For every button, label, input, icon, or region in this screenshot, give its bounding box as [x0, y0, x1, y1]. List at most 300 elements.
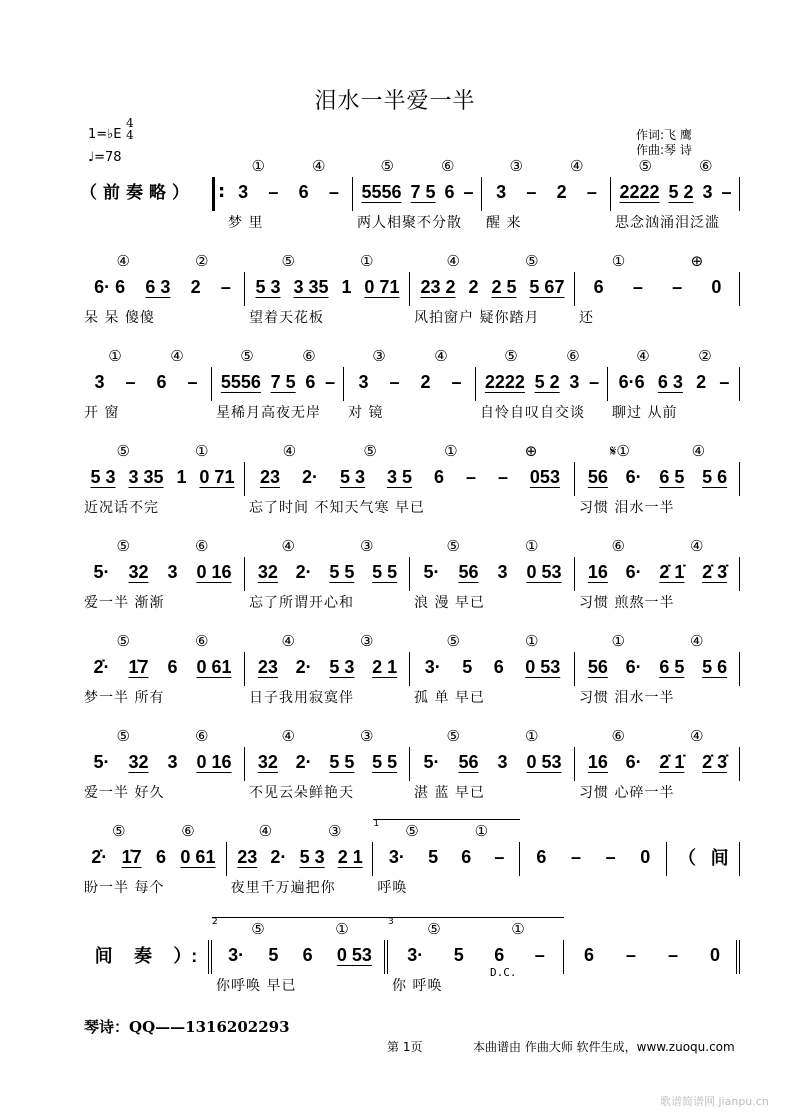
- note: 6: [298, 181, 309, 202]
- tempo-marking: ♩=78: [88, 150, 122, 165]
- note: 2 5: [491, 276, 517, 297]
- note: –: [721, 181, 732, 202]
- note-row: [84, 464, 241, 490]
- chord-symbol: ⑥: [441, 157, 455, 175]
- chord-symbol: ⑥: [566, 347, 580, 365]
- chord-symbol: ④: [570, 157, 584, 175]
- note: 2: [556, 181, 567, 202]
- note: 5 6: [702, 466, 728, 487]
- note: 2: [420, 371, 431, 392]
- measure: [608, 347, 740, 439]
- note-row: [216, 369, 340, 395]
- note-row: [84, 749, 241, 775]
- chord-symbol: ⑤: [116, 727, 130, 745]
- measure: [344, 347, 476, 439]
- measure: [575, 442, 740, 534]
- chord-row: [84, 252, 241, 270]
- repeat-start-barline: [212, 177, 223, 211]
- note: 5556: [361, 181, 402, 202]
- chord-symbol: ③: [372, 347, 386, 365]
- note: 0 16: [196, 561, 232, 582]
- note: 2̇·: [91, 846, 108, 867]
- chord-symbol: ④: [690, 537, 704, 555]
- note: 2·: [270, 846, 287, 867]
- composer: 作曲:琴 诗: [636, 143, 692, 157]
- note: 16: [587, 561, 608, 582]
- note: 0: [640, 846, 651, 867]
- note: 2·: [295, 751, 312, 772]
- time-bottom: 4: [126, 128, 134, 142]
- score-system: [80, 347, 740, 439]
- note: –: [465, 466, 476, 487]
- measure: [245, 252, 410, 344]
- chord-symbol: ⊕: [690, 252, 704, 270]
- lyric-line: 醒 来: [486, 215, 522, 231]
- note: 3 5: [386, 466, 412, 487]
- chord-row: [84, 442, 241, 460]
- chord-symbol: ①: [525, 727, 539, 745]
- measure: [245, 727, 410, 819]
- chord-symbol: ⑤: [111, 822, 126, 840]
- chord-symbol: ④: [282, 442, 297, 460]
- lyric-line: 两人相聚不分散: [357, 215, 462, 231]
- note: 5: [268, 944, 279, 965]
- chord-row: [377, 822, 516, 840]
- note: 56: [458, 561, 479, 582]
- note: 6: [493, 656, 504, 677]
- chord-row: [348, 347, 472, 365]
- note: 2̇ 3̇: [702, 561, 728, 582]
- note-row: [480, 369, 604, 395]
- chord-row: [414, 727, 571, 745]
- chord-symbol: ⑤: [504, 347, 518, 365]
- chord-symbol: ⑥: [195, 727, 209, 745]
- note: 32: [257, 561, 278, 582]
- measures-row: [80, 917, 740, 1012]
- chord-row: [357, 157, 478, 175]
- note-row: [357, 179, 478, 205]
- chord-symbol: ③: [360, 632, 374, 650]
- note: 2·: [295, 656, 312, 677]
- chord-row: [216, 920, 384, 938]
- volta-number: 1: [373, 819, 380, 829]
- note: 3: [702, 181, 713, 202]
- measure: [245, 442, 575, 534]
- note: 3·: [424, 656, 441, 677]
- note: 0 61: [180, 846, 216, 867]
- note: 053: [529, 466, 560, 487]
- chord-symbol: ⑥: [195, 632, 209, 650]
- note-row: [231, 844, 370, 870]
- chord-row: [228, 157, 349, 175]
- lyric-line: 孤 单 早已: [414, 690, 485, 706]
- chord-symbol: ④: [434, 347, 448, 365]
- volta-number: 3: [388, 917, 394, 927]
- time-signature: [126, 117, 134, 141]
- note: 3: [238, 181, 249, 202]
- contact-info: 琴诗：QQ——1316202293: [84, 1018, 290, 1036]
- lyric-line: 爱一半 渐渐: [84, 595, 165, 611]
- note: 6·: [625, 751, 642, 772]
- chord-row: [579, 632, 736, 650]
- note: 56: [587, 656, 608, 677]
- note-row: [228, 179, 349, 205]
- note: 6: [444, 181, 455, 202]
- note: 2̇·: [93, 656, 110, 677]
- chord-symbol: ⑤: [446, 632, 460, 650]
- chord-symbol: ⊕: [524, 442, 538, 460]
- note-row: [249, 464, 571, 490]
- note: 6: [305, 371, 316, 392]
- measure: [388, 917, 564, 1012]
- note: 5·: [93, 561, 110, 582]
- lyric-line: 习惯 泪水一半: [579, 500, 675, 516]
- measure: [520, 822, 667, 914]
- score-system: [80, 819, 740, 914]
- note-row: [249, 749, 406, 775]
- measures-row: [80, 252, 740, 344]
- note-row: [377, 844, 516, 870]
- note: 6 5: [659, 466, 685, 487]
- chord-row: [249, 632, 406, 650]
- note: 23: [237, 846, 258, 867]
- measure: [410, 727, 575, 819]
- note: 6 3: [657, 371, 683, 392]
- chord-row: [579, 727, 736, 745]
- note-row: [579, 274, 736, 300]
- note: 5556: [220, 371, 261, 392]
- lyricist: 作词:飞 鹰: [636, 128, 692, 142]
- note: 6: [156, 371, 167, 392]
- note: 0: [711, 276, 722, 297]
- key-signature: 1=♭E: [88, 127, 122, 142]
- chord-symbol: ⑤: [427, 920, 441, 938]
- measure: [410, 632, 575, 724]
- note-row: [249, 274, 406, 300]
- chord-symbol: ①: [611, 632, 625, 650]
- note: –: [570, 846, 581, 867]
- note: 2·: [301, 466, 318, 487]
- note: –: [625, 944, 636, 965]
- note: 23: [257, 656, 278, 677]
- note: 3: [167, 561, 178, 582]
- measures-row: [224, 157, 740, 249]
- score-system: [80, 157, 740, 249]
- chord-symbol: ⑤: [363, 442, 377, 460]
- credits: [636, 128, 692, 158]
- note: 2̇ 1̇: [659, 561, 685, 582]
- chord-row: [392, 920, 560, 938]
- chord-row: [249, 252, 406, 270]
- note: 6·: [625, 561, 642, 582]
- note: 5 3: [329, 656, 355, 677]
- chord-symbol: ⑥: [195, 537, 209, 555]
- note-row: [615, 179, 736, 205]
- chord-symbol: ⑥: [611, 537, 625, 555]
- chord-row: [84, 347, 208, 365]
- measure: [482, 157, 611, 249]
- lyric-line: 梦一半 所有: [84, 690, 165, 706]
- chord-symbol: ①: [611, 252, 626, 270]
- note-row: [84, 844, 223, 870]
- note: 2 1: [337, 846, 363, 867]
- lyric-line: 夜里千万遍把你: [230, 880, 336, 896]
- note: 6: [461, 846, 472, 867]
- note: 5·: [93, 751, 110, 772]
- chord-symbol: ①: [525, 537, 539, 555]
- measure: [476, 347, 608, 439]
- note-row: [579, 464, 736, 490]
- note: 3: [167, 751, 178, 772]
- chord-symbol: ⑤: [240, 347, 254, 365]
- note-row: [568, 942, 736, 968]
- note: 6 3: [145, 276, 171, 297]
- note: 5 67: [529, 276, 565, 297]
- chord-symbol: ①: [511, 920, 525, 938]
- note: –: [463, 181, 474, 202]
- lyric-line: 望着天花板: [249, 310, 324, 326]
- note: 7 5: [410, 181, 436, 202]
- note: 2222: [484, 371, 525, 392]
- note: –: [526, 181, 537, 202]
- note: 5 3: [339, 466, 365, 487]
- note: 32: [257, 751, 278, 772]
- measure: [212, 347, 344, 439]
- lyric-line: 思念汹涌泪泛滥: [615, 215, 720, 231]
- chord-row: [579, 252, 736, 270]
- note: 6 5: [659, 656, 685, 677]
- note: 5 3: [90, 466, 116, 487]
- chord-symbol: ⑤: [116, 537, 130, 555]
- note-row: [84, 274, 241, 300]
- note-row: [84, 654, 241, 680]
- note: 5 2: [534, 371, 560, 392]
- measure: [245, 537, 410, 629]
- chord-row: [414, 252, 571, 270]
- chord-symbol: ④: [116, 252, 130, 270]
- measure: [575, 632, 740, 724]
- note: –: [534, 944, 545, 965]
- measure: [410, 252, 575, 344]
- chord-symbol: ③: [327, 822, 342, 840]
- note: 6·: [625, 656, 642, 677]
- measures-row: [80, 819, 740, 914]
- note: 3·: [388, 846, 405, 867]
- note: 3 35: [293, 276, 329, 297]
- song-title: 泪水一半爱一半: [314, 89, 476, 114]
- note: 6: [593, 276, 604, 297]
- note: 6: [433, 466, 444, 487]
- measure: [373, 819, 520, 914]
- note: 1: [176, 466, 187, 487]
- lyric-line: 梦 里: [228, 215, 264, 231]
- note: 5 3: [255, 276, 281, 297]
- note: –: [632, 276, 643, 297]
- score-system: [80, 632, 740, 724]
- note: 5 5: [372, 561, 398, 582]
- chord-symbol: ①: [335, 920, 349, 938]
- measure: [80, 632, 245, 724]
- chord-symbol: ④: [281, 727, 295, 745]
- note: 2 1: [372, 656, 398, 677]
- lyric-line: 开 窗: [84, 405, 120, 421]
- lyric-line: 湛 蓝 早已: [414, 785, 485, 801]
- note: –: [586, 181, 597, 202]
- note: ）:: [173, 946, 198, 966]
- note-row: [84, 559, 241, 585]
- note: 1: [341, 276, 352, 297]
- chord-row: [615, 157, 736, 175]
- note: –: [389, 371, 400, 392]
- score-system: [80, 537, 740, 629]
- lyric-line: 浪 漫 早已: [414, 595, 485, 611]
- chord-symbol: ⑥: [302, 347, 316, 365]
- chord-symbol: ①: [360, 252, 374, 270]
- chord-symbol: ④: [281, 632, 295, 650]
- measure: [212, 917, 388, 1012]
- note-row: [392, 942, 560, 968]
- note: 2: [468, 276, 479, 297]
- note: 56: [587, 466, 608, 487]
- score-system: [80, 727, 740, 819]
- note: 1̇7: [121, 846, 142, 867]
- lyric-line: 自怜自叹自交谈: [480, 405, 585, 421]
- note: （: [678, 848, 697, 868]
- note: 6: [302, 944, 313, 965]
- note: 5 6: [702, 656, 728, 677]
- note: 6: [536, 846, 547, 867]
- chord-symbol: ⑤: [116, 632, 130, 650]
- note-row: [249, 559, 406, 585]
- measure: [575, 537, 740, 629]
- lyric-line: 忘了所谓开心和: [249, 595, 354, 611]
- chord-symbol: ④: [281, 537, 295, 555]
- measure: [575, 252, 740, 344]
- chord-row: [249, 537, 406, 555]
- note-row: [84, 369, 208, 395]
- note-row: [579, 654, 736, 680]
- chord-row: [480, 347, 604, 365]
- chord-symbol: ③: [509, 157, 523, 175]
- chord-symbol: ③: [360, 727, 374, 745]
- chord-symbol: ③: [360, 537, 374, 555]
- chord-row: [216, 347, 340, 365]
- note: 2222: [619, 181, 660, 202]
- chord-symbol: ①: [474, 822, 489, 840]
- note: –: [220, 276, 231, 297]
- lyric-line: 你呼唤 早已: [216, 978, 297, 994]
- chord-symbol: ⑥: [181, 822, 195, 840]
- lyric-line: 忘了时间 不知天气寒 早已: [249, 500, 425, 516]
- measures-row: [80, 632, 740, 724]
- chord-symbol: 𝄋①: [609, 442, 630, 460]
- generator-note: 本曲谱由 作曲大师 软件生成，www.zuoqu.com: [473, 1040, 735, 1054]
- note: 23: [259, 466, 281, 487]
- chord-row: [84, 632, 241, 650]
- measures-row: [80, 442, 740, 534]
- note: 3: [496, 181, 507, 202]
- note: 0 53: [336, 944, 372, 965]
- note-row: [612, 369, 736, 395]
- note: 0 53: [526, 751, 562, 772]
- chord-row: [231, 822, 370, 840]
- chord-symbol: ⑤: [446, 727, 460, 745]
- lyric-line: 还: [579, 310, 594, 326]
- note: 2: [696, 371, 707, 392]
- intro-label: （前奏略）: [80, 183, 195, 203]
- chord-symbol: ⑤: [525, 252, 539, 270]
- chord-row: [414, 632, 571, 650]
- lyric-line: 聊过 从前: [612, 405, 678, 421]
- note: 3 35: [128, 466, 164, 487]
- note: 6·6: [618, 371, 645, 392]
- note: 6: [494, 944, 505, 965]
- chord-row: [249, 727, 406, 745]
- note-row: [414, 654, 571, 680]
- note-row: [84, 942, 208, 968]
- measure: [80, 727, 245, 819]
- note-row: [671, 844, 736, 870]
- lyric-line: 星稀月高夜无岸: [216, 405, 321, 421]
- note: 6· 6: [94, 276, 126, 297]
- score-system: [80, 917, 740, 1012]
- note-row: [579, 559, 736, 585]
- lyric-line: 爱一半 好久: [84, 785, 165, 801]
- chord-symbol: ①: [251, 157, 265, 175]
- watermark: 歌谱简谱网 jianpu.cn: [660, 1095, 769, 1108]
- note: –: [268, 181, 279, 202]
- note: 23 2: [420, 276, 456, 297]
- measures-row: [80, 347, 740, 439]
- chord-symbol: ⑤: [405, 822, 419, 840]
- volta-bracket: [212, 917, 388, 927]
- note: –: [187, 371, 198, 392]
- note: 5 5: [329, 561, 355, 582]
- note: 32: [128, 561, 149, 582]
- note: 32: [128, 751, 149, 772]
- measure: [80, 822, 227, 914]
- note: –: [494, 846, 505, 867]
- lyric-line: 你 呼唤: [392, 978, 443, 994]
- note: 6: [156, 846, 167, 867]
- note: 3: [94, 371, 105, 392]
- volta-number: 2: [212, 917, 218, 927]
- chord-symbol: ④: [312, 157, 326, 175]
- time-top: 4: [126, 116, 134, 130]
- chord-symbol: ⑥: [699, 157, 713, 175]
- volta-bracket: [388, 917, 564, 927]
- note: 3: [569, 371, 580, 392]
- note-row: [414, 559, 571, 585]
- lyric-line: 风拍窗户 疑你踏月: [414, 310, 540, 326]
- page-number: 第 1页: [387, 1040, 423, 1054]
- note: –: [451, 371, 462, 392]
- score-system: [80, 442, 740, 534]
- chord-row: [579, 442, 736, 460]
- chord-symbol: ②: [698, 347, 712, 365]
- chord-symbol: ④: [446, 252, 460, 270]
- note: 5 2: [668, 181, 694, 202]
- lyric-line: 盼一半 每个: [84, 880, 165, 896]
- note: 3·: [228, 944, 245, 965]
- lyric-line: 日子我用寂寞伴: [249, 690, 354, 706]
- note: 56: [458, 751, 479, 772]
- note: 5·: [423, 751, 440, 772]
- chord-symbol: ①: [525, 632, 539, 650]
- measure: [80, 252, 245, 344]
- chord-row: [612, 347, 736, 365]
- note: 5 3: [299, 846, 325, 867]
